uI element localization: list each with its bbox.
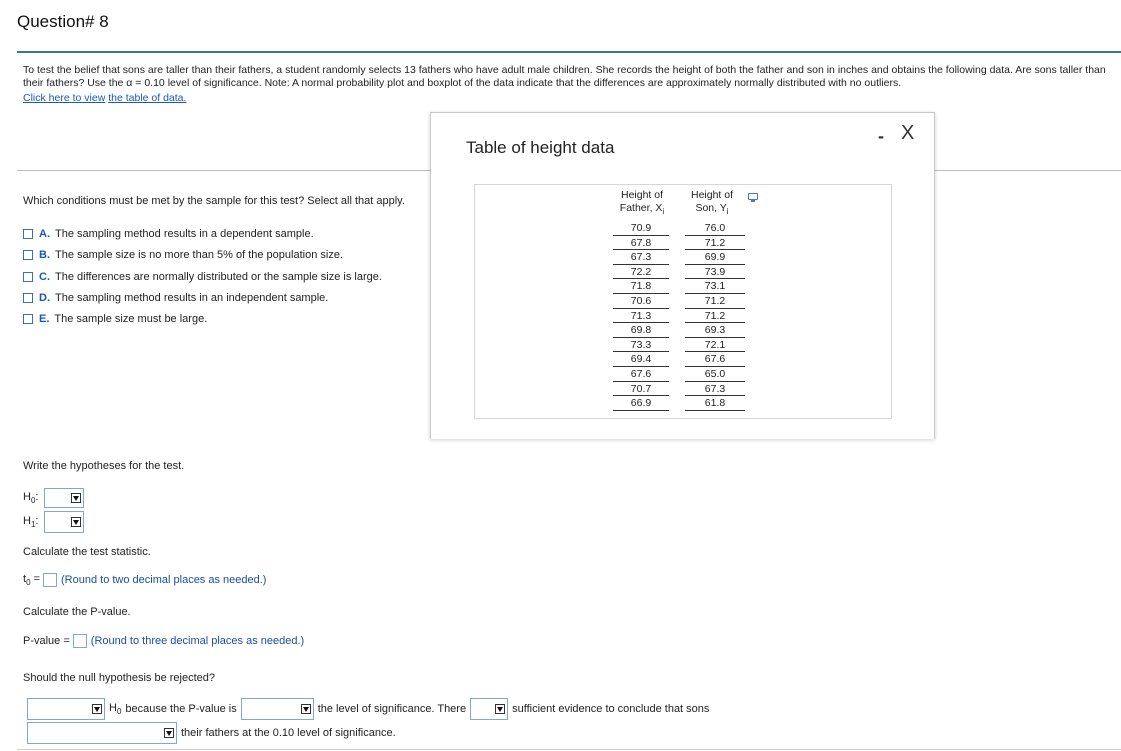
option-b-letter: B. <box>39 249 50 261</box>
option-c[interactable] <box>23 269 382 285</box>
conclusion-text-2: the level of significance. There <box>317 703 467 715</box>
son-height-cell: 67.3 <box>685 382 745 397</box>
father-height-cell: 72.2 <box>613 265 669 280</box>
h0-sub: 0 <box>30 496 36 506</box>
son-height-cell: 65.0 <box>685 367 745 382</box>
option-a[interactable] <box>23 226 314 242</box>
conclusion-text-1: because the P-value is <box>125 703 237 715</box>
option-e-letter: E. <box>39 313 50 325</box>
father-height-cell: 71.8 <box>613 279 669 294</box>
chevron-down-icon <box>92 704 102 714</box>
hypotheses-label: Write the hypotheses for the test. <box>23 460 185 472</box>
h0-label <box>23 491 38 505</box>
conclusion-label: Should the null hypothesis be rejected? <box>23 672 216 684</box>
father-height-cell: 66.9 <box>613 396 669 411</box>
father-height-cell: 70.6 <box>613 294 669 309</box>
father-height-cell: 73.3 <box>613 338 669 353</box>
son-height-cell: 76.0 <box>685 221 745 236</box>
test-statistic-input[interactable] <box>43 573 57 587</box>
son-height-cell: 67.6 <box>685 352 745 367</box>
t0-sub: 0 <box>26 578 31 588</box>
son-height-cell: 73.9 <box>685 265 745 280</box>
copy-icon[interactable] <box>748 193 758 200</box>
close-icon[interactable]: X <box>901 122 915 144</box>
conclusion-text-4: their fathers at the 0.10 level of significance. <box>181 727 396 739</box>
statistic-hint: (Round to two decimal places as needed.) <box>61 574 267 587</box>
son-height-cell: 72.1 <box>685 338 745 353</box>
option-d-text: The sampling method results in an independent sample. <box>55 292 329 304</box>
son-header-text: Son, Y <box>695 202 727 214</box>
popup-title: Table of height data <box>466 138 615 157</box>
father-header-line1: Height of <box>620 189 664 201</box>
t0-label <box>23 573 40 587</box>
son-header-line2 <box>681 202 743 218</box>
t0-letter: t <box>23 573 27 585</box>
father-header-sub: i <box>662 207 665 217</box>
problem-statement: To test the belief that sons are taller than their fathers, a student randomly selects 13 fathers who have adult male children. She records the height of both the father and son in inches and obtains the following data. Are sons taller than their fathers? Use the α = 0.10 level of significance. Note: A normal probability plot and boxplot of the data indicate that the differences are approximately normally distributed with no outliers. <box>23 64 1106 89</box>
pvalue-input[interactable] <box>73 634 87 648</box>
son-height-cell: 71.2 <box>685 236 745 251</box>
chevron-down-icon <box>164 728 174 738</box>
pvalue-comparison-dropdown[interactable] <box>241 698 314 720</box>
h0-letter: H <box>23 490 31 503</box>
chevron-down-icon <box>71 493 81 503</box>
conclusion-h0 <box>109 702 121 716</box>
view-table-link-text[interactable]: the table of data. <box>108 92 187 104</box>
height-data-popup <box>430 112 935 439</box>
conditions-question: Which conditions must be met by the sample for this test? Select all that apply. <box>23 195 405 207</box>
chevron-down-icon <box>71 517 81 527</box>
view-table-link[interactable] <box>23 92 186 104</box>
option-d-letter: D. <box>39 292 50 304</box>
father-header-line2 <box>611 202 673 218</box>
evidence-dropdown[interactable] <box>470 698 508 720</box>
option-e-checkbox[interactable] <box>23 314 33 324</box>
option-a-text: The sampling method results in a dependent sample. <box>55 228 314 240</box>
chevron-down-icon <box>495 704 505 714</box>
t0-equals: = <box>33 573 41 585</box>
question-title: Question# 8 <box>17 12 109 31</box>
son-height-cell: 69.3 <box>685 323 745 338</box>
option-c-letter: C. <box>39 271 50 283</box>
option-e[interactable] <box>23 311 207 327</box>
section-divider-right <box>935 170 1121 171</box>
h1-row <box>23 511 84 533</box>
h1-sub: 1 <box>30 520 36 530</box>
option-b-checkbox[interactable] <box>23 250 33 260</box>
father-height-cell: 67.8 <box>613 236 669 251</box>
height-data-table <box>474 184 892 419</box>
option-a-letter: A. <box>39 228 50 240</box>
father-height-cell: 67.3 <box>613 250 669 265</box>
father-height-cell: 67.6 <box>613 367 669 382</box>
option-e-text: The sample size must be large. <box>54 313 208 325</box>
view-table-link-prefix[interactable]: Click here to view <box>23 92 106 104</box>
option-a-checkbox[interactable] <box>23 229 33 239</box>
option-d-checkbox[interactable] <box>23 293 33 303</box>
chevron-down-icon <box>301 704 311 714</box>
h1-colon: : <box>35 514 39 527</box>
father-height-cell: 71.3 <box>613 309 669 324</box>
son-column-header <box>681 189 743 218</box>
pvalue-label: Calculate the P-value. <box>23 606 131 618</box>
conclusion-h0-sub: 0 <box>116 707 122 717</box>
option-b[interactable] <box>23 247 343 263</box>
pvalue-hint: (Round to three decimal places as needed.) <box>90 635 305 647</box>
h0-colon: : <box>35 490 39 503</box>
reject-decision-dropdown[interactable] <box>27 698 105 720</box>
conclusion-h0-letter: H <box>109 701 117 714</box>
option-c-checkbox[interactable] <box>23 272 33 282</box>
conclusion-row-2 <box>27 722 396 744</box>
section-divider <box>17 170 430 171</box>
h1-letter: H <box>23 514 31 527</box>
statistic-label: Calculate the test statistic. <box>23 546 151 558</box>
title-divider <box>17 51 1121 53</box>
son-height-cell: 71.2 <box>685 294 745 309</box>
h1-label <box>23 515 38 529</box>
son-height-cell: 73.1 <box>685 279 745 294</box>
option-b-text: The sample size is no more than 5% of the population size. <box>55 249 343 261</box>
conclusion-text-3: sufficient evidence to conclude that sons <box>512 703 710 715</box>
son-height-cell: 71.2 <box>685 309 745 324</box>
option-d[interactable] <box>23 290 328 306</box>
h1-dropdown[interactable] <box>44 511 84 533</box>
h0-dropdown[interactable] <box>44 488 84 508</box>
minimize-icon[interactable]: - <box>878 126 884 146</box>
father-height-cell: 69.8 <box>613 323 669 338</box>
son-header-sub: i <box>726 207 729 217</box>
pvalue-row <box>23 634 304 648</box>
father-heights <box>613 221 669 411</box>
option-c-text: The differences are normally distributed or the sample size is large. <box>55 271 382 283</box>
father-height-cell: 69.4 <box>613 352 669 367</box>
son-header-line1: Height of <box>690 189 734 201</box>
father-height-cell: 70.9 <box>613 221 669 236</box>
son-height-cell: 61.8 <box>685 396 745 411</box>
conclusion-row-1 <box>27 698 709 720</box>
son-heights <box>685 221 745 411</box>
father-column-header <box>611 189 673 218</box>
father-height-cell: 70.7 <box>613 382 669 397</box>
bottom-divider <box>17 749 1121 750</box>
statistic-row <box>23 573 266 587</box>
pvalue-prefix: P-value = <box>23 635 70 647</box>
son-height-cell: 69.9 <box>685 250 745 265</box>
father-header-text: Father, X <box>619 202 663 214</box>
h0-row <box>23 488 84 508</box>
direction-dropdown[interactable] <box>27 722 177 744</box>
